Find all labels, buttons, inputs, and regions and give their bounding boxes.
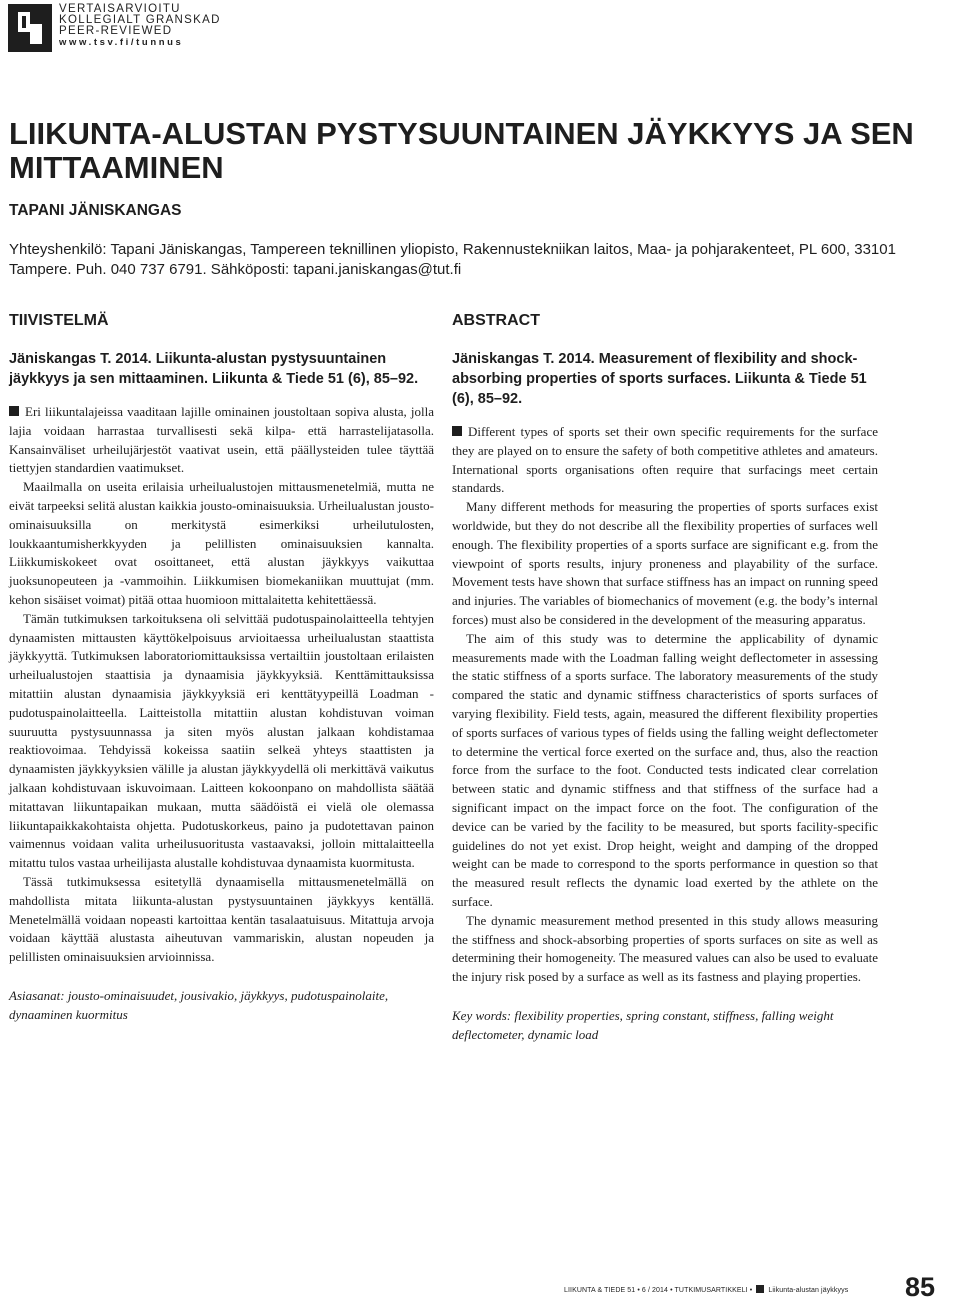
key-words: Key words: flexibility properties, spring constant, stiffness, falling weight deflectometer, dynamic load bbox=[452, 1007, 834, 1042]
abstract-body bbox=[452, 423, 878, 987]
tiivistelma-paragraph-3: Tämän tutkimuksen tarkoituksena oli selvittää pudotuspainolaitteella tehtyjen dynaamisten mittausten käyttökelpoisuus arvioitaessa urheilualustan staattista jäykkyyttä. Tutkimuksen laboratoriomittauksissa vertailtiin joustoltaan erilaisten urheilualustojen staattisia ja dynaamisia jäykkyyksiä. Kenttämittauksissa mitattiin alustan dynaamisia jäykkyyksiä eri kenttätyypeillä Loadman -pudotuspainolaitteella. Laitteistolla mitattiin alustan kohdistuvan voiman suuruutta pystysuunnassa ja siten myös alustan jalkaan kohdistamaa reaktiovoimaa. Tehdyissä kokeissa saatiin selkeä yhteys staattisten ja dynaamisten jäykkyyksien välille ja alustan jäykkyydellä oli merkittävä vaikutus jalkaan kohdistuvaan iskuvoimaan. Laitteen kokoonpano on mahdollista säätää mitattavan liikuntapaikan mukaan, mutta säädöistä ei vielä ole olemassa liikuntapaikkakohtaista ohjetta. Pudotuskorkeus, paino ja pudotettavan painon vaimennus voidaan valita urheilusuoritusta vastaavaksi, jolloin mittalaitteella mitattu tulos vastaa urheilijasta alustalle kohdistuvaa dynaamista kuormitusta. bbox=[9, 610, 434, 871]
tiivistelma-paragraph-2: Maailmalla on useita erilaisia urheilualustojen mittausmenetelmiä, mutta ne eivät tarpeeksi selitä alustan kaikkia jousto-ominaisuuksia. Urheilualustan jousto-ominaisuuksilla on merkitystä esimerkiksi urheilutulosten, loukkaantumisherkkyyden ja pelillisten ominaisuuksien kannalta. Liikkumiskokeet ovat osoittaneet, että alustan jäykkyys vaikuttaa juoksunopeuteen ja -vammoihin. Liikkumisen biomekaniikan muuttujat (mm. kehon sisäiset voimat) pitää ottaa huomioon mittalaitetta kehitettäessä. bbox=[9, 479, 434, 607]
logo-text bbox=[59, 4, 221, 49]
paragraph-text: Different types of sports set their own specific requirements for the surface they are played on to ensure the safety of both competitive athletes and amateurs. International sports organisations often require that surfacings meet certain standards. bbox=[452, 424, 878, 496]
tiivistelma-paragraph-1 bbox=[9, 403, 434, 478]
abstract-paragraph-3: The aim of this study was to determine the applicability of dynamic measurements made with the Loadman falling weight deflectometer in assessing the static stiffness of a sports surface. The laboratory measurements of the study compared the static and dynamic stiffness characteristics of sports surfaces of varying flexibility. Field tests, again, measured the different flexibility properties of sports surfaces of various types of fields using the falling weight deflectometer to determine the vertical force exerted on the surface and, thus, also the reaction force from the surface to the foot. Conducted tests indicated clear correlation between static and dynamic stiffness and that stiffness of the surface had a significant impact on the impact force on the foot. The configuration of the device can be varied by the facility to be measured, but sports facility-specific guidelines do not yet exist. Drop height, weight and damping of the dropped weight can be made to correspond to the sports performance in question so that the measured result reflects the dynamic load exerted by the athlete on the surface. bbox=[452, 630, 878, 909]
abstract-reference: Jäniskangas T. 2014. Measurement of flexibility and shock-absorbing properties of sports surfaces. Liikunta & Tiede 51 (6), 85–92. bbox=[452, 351, 867, 407]
abstract-column bbox=[452, 312, 878, 1045]
page-number: 85 bbox=[905, 1272, 936, 1302]
tiivistelma-body bbox=[9, 403, 434, 967]
abstract-heading: ABSTRACT bbox=[452, 312, 540, 329]
abstract-paragraph-4: The dynamic measurement method presented in this study allows measuring the stiffness and shock-absorbing properties of sports surfaces on site as well as determining their homogeneity. The measured values can also be used to evaluate the injury risk posed by a surface as well as its fastness and playing properties. bbox=[452, 912, 878, 985]
peer-review-logo bbox=[8, 4, 221, 52]
footer-running-title: Liikunta-alustan jäykkyys bbox=[768, 1287, 849, 1294]
footer-journal-info: LIIKUNTA & TIEDE 51 • 6 / 2014 • TUTKIMUSARTIKKELI • bbox=[564, 1287, 753, 1294]
tiivistelma-column bbox=[9, 312, 434, 1025]
logo-line-3: PEER-REVIEWED bbox=[59, 25, 173, 37]
page-footer bbox=[564, 1285, 896, 1294]
article-title: LIIKUNTA-ALUSTAN PYSTYSUUNTAINEN JÄYKKYYS JA SEN MITTAAMINEN bbox=[9, 116, 914, 185]
bullet-square-icon bbox=[452, 426, 462, 436]
journal-logo-icon bbox=[756, 1285, 764, 1293]
tiivistelma-paragraph-4: Tässä tutkimuksessa esitetyllä dynaamisella mittausmenetelmällä on mahdollista mitata liikunta-alustan pystysuuntainen jäykkyys kentällä. Menetelmällä voidaan nopeasti kartoittaa kentän tasalaatuisuus. Mitattuja arvoja voidaan käyttää alustasta aiheutuvan vammariskin, alustan nopeuden ja pelillisten ominaisuuksien arvioinnissa. bbox=[9, 873, 434, 965]
abstract-paragraph-1 bbox=[452, 423, 878, 498]
logo-line-1: VERTAISARVIOITU bbox=[59, 3, 181, 15]
tiivistelma-reference: Jäniskangas T. 2014. Liikunta-alustan pystysuuntainen jäykkyys ja sen mittaaminen. Liikunta & Tiede 51 (6), 85–92. bbox=[9, 351, 419, 387]
bullet-square-icon bbox=[9, 406, 19, 416]
abstract-paragraph-2: Many different methods for measuring the properties of sports surfaces exist worldwide, but they do not describe all the flexibility properties of surfaces well enough. The flexibility properties of a sports surface are significant e.g. from the viewpoint of sports results, injury proneness and playability of the surface. Movement tests have shown that surface stiffness has an impact on running speed and injuries. The variables of biomechanics of movement (e.g. the body’s internal forces) must also be considered in the development of the measuring apparatus. bbox=[452, 499, 878, 627]
author-name: TAPANI JÄNISKANGAS bbox=[9, 202, 182, 219]
contact-info: Yhteyshenkilö: Tapani Jäniskangas, Tampereen teknillinen yliopisto, Rakennustekniikan laitos, Maa- ja pohjarakenteet, PL 600, 33101 Tampere. Puh. 040 737 6791. Sähköposti: tapani.janiskangas@tut.fi bbox=[9, 241, 896, 278]
paragraph-text: Eri liikuntalajeissa vaaditaan lajille ominainen joustoltaan sopiva alusta, jolla lajia voidaan harrastaa turvallisesti sekä kilpa- että harrastelijatasolla. Kansainväliset urheilujärjestöt vaativat usein, että päällysteiden tulee täyttää tiettyjen standardien vaatimukset. bbox=[9, 404, 434, 476]
logo-url: www.tsv.fi/tunnus bbox=[59, 37, 184, 48]
peer-review-seal-icon bbox=[8, 4, 52, 52]
asiasanat: Asiasanat: jousto-ominaisuudet, jousivakio, jäykkyys, pudotuspainolaite, dynaaminen kuormitus bbox=[9, 987, 389, 1022]
tiivistelma-heading: TIIVISTELMÄ bbox=[9, 312, 109, 329]
logo-line-2: KOLLEGIALT GRANSKAD bbox=[59, 14, 221, 26]
